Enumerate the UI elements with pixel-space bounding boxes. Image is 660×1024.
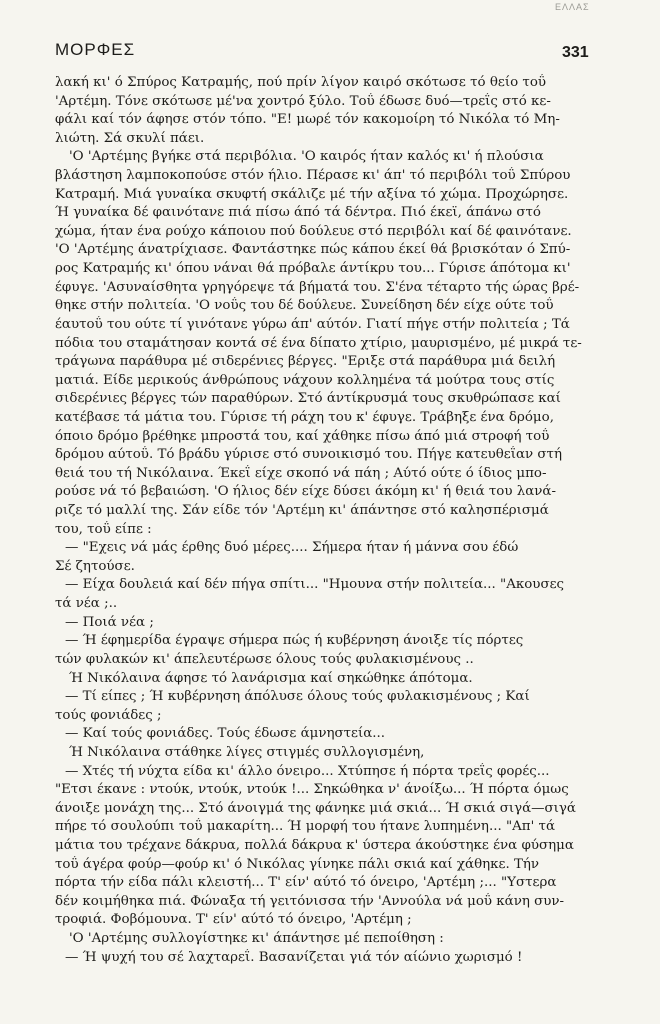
text-line: λακή κι' ό Σπύρος Κατραμής, πού πρίν λίγον καιρό σκότωσε τό θείο τοΰ [55,75,547,90]
text-line: ρούσε νά τό βεβαιώση. 'Ο ήλιος δέν είχε δύσει άκόμη κι' ή θειά του λανά- [55,484,556,500]
text-line: κατέβασε τά μάτια του. Γύρισε τή ράχη του κ' έφυγε. Τράβηξε ένα δρόμο, [55,409,554,425]
dialog-line: — Είχα δουλειά καί δέν πήγα σπίτι... "Ημουνα στήν πολιτεία... "Ακουσες [65,577,565,593]
text-line: χώμα, ήταν ένα ρούχο κάποιου πού δούλευε στό περιβόλι καί δέ φαινότανε. [55,223,572,239]
text-line: τροφιά. Φοβόμουνα. Τ' είν' αύτό τό όνειρο, 'Αρτέμη ; [55,912,412,928]
text-line: άνοιξε μονάχη της... Στό άνοιγμά της φάνηκε μιά σκιά... Ή σκιά σιγά—σιγά [55,800,576,816]
text-line: ριζε τό μαλλί της. Σάν είδε τόν 'Αρτέμη κι' άπάντησε στό καλησπέρισμά [55,503,549,519]
library-stamp: ΕΛΛΑΣ [555,2,590,12]
text-line: Κατραμή. Μιά γυναίκα σκυφτή σκάλιζε μέ τήν αξίνα τό χώμα. Προχώρησε. [55,186,569,202]
page-number: 331 [562,44,589,61]
text-line: θηκε στήν πολιτεία. 'Ο νοΰς του δέ δούλευε. Συνείδηση δέν είχε ούτε τοΰ [55,298,554,314]
paragraph-start: Ή Νικόλαινα άφησε τό λανάρισμα καί σηκώθηκε άπότομα. [69,670,473,686]
dialog-line: — Ποιά νέα ; [65,614,154,630]
text-line: "Ετσι έκανε : ντούκ, ντούκ, ντούκ !... Σηκώθηκα ν' άνοίξω... Ή πόρτα όμως [55,782,569,798]
text-line: λιώτη. Σά σκυλί πάει. [55,130,205,146]
text-line: έφυγε. 'Ασυναίσθητα γρηγόρεψε τά βήματά του. Σ'ένα τέταρτο τής ώρας βρέ- [55,279,580,295]
text-line: δέν κοιμήθηκα πιά. Φώναξα τή γειτόνισσα τήν 'Αννούλα νά μοΰ κάνη συν- [55,893,565,909]
text-line: πόρτα τήν είδα πάλι κλειστή... Τ' είν' αύτό τό όνειρο, 'Αρτέμη ;... "Υστερα [55,875,557,891]
text-line: πήρε τό σουλούπι τοΰ μακαρίτη... Ή μορφή του ήτανε λυπημένη... "Απ' τά [55,819,555,835]
text-line: 'Αρτέμη. Τόνε σκότωσε μέ'να χοντρό ξύλο. Τοΰ έδωσε δυό—τρεΐς στό κε- [55,93,551,109]
text-line: τράγωνα παράθυρα μέ σιδερένιες βέργες. "Εριξε στά παράθυρα μιά δειλή [55,354,556,370]
text-line: 'Ο 'Αρτέμης άνατρίχιασε. Φαντάστηκε πώς κάπου έκεί θά βρισκόταν ό Σπύ- [55,242,571,258]
dialog-line: — Ή έφημερίδα έγραψε σήμερα πώς ή κυβέρνηση άνοιξε τίς πόρτες [65,633,524,649]
dialog-line: — Χτές τή νύχτα είδα κι' άλλο όνειρο... Χτύπησε ή πόρτα τρεΐς φορές... [65,763,550,779]
text-line: τά νέα ;.. [55,596,118,612]
text-line: ρος Κατραμής κι' όπου νάναι θά πρόβαλε άντίκρυ του... Γύρισε άπότομα κι' [55,261,571,277]
dialog-line: — "Εχεις νά μάς έρθης δυό μέρες.... Σήμερα ήταν ή μάννα σου έδώ [65,540,519,556]
body-text [55,74,587,967]
text-line: φάλι καί τόν άφησε στόν τόπο. "Ε! μωρέ τόν κακομοίρη τό Νικόλα τό Μη- [55,112,560,128]
text-line: του, τοΰ είπε : [55,521,152,537]
text-line: πόδια του σταμάτησαν κοντά σέ ένα δίπατο χτίριο, μαυρισμένο, μέ μικρά τε- [55,335,582,351]
text-line: έαυτοΰ του ούτε τί γινότανε γύρω άπ' αύτόν. Γιατί πήγε στήν πολιτεία ; Τά [55,316,570,332]
paragraph-start: 'Ο 'Αρτέμης συλλογίστηκε κι' άπάντησε μέ πεποίθηση : [69,931,444,947]
running-title: ΜΟΡΦΕΣ [55,40,136,59]
text-line: Ή γυναίκα δέ φαινότανε πιά πίσω άπό τά δέντρα. Πιό έκεϊ, άπάνω στό [55,205,541,221]
text-line: θειά του τή Νικόλαινα. Έκεΐ είχε σκοπό νά πάη ; Αύτό ούτε ό ίδιος μπο- [55,465,547,481]
text-line: δρόμου αύτοΰ. Τό βράδυ γύρισε στό συνοικισμό του. Πήγε κατευθεΐαν στή [55,447,562,463]
dialog-line: — Τί είπες ; Ή κυβέρνηση άπόλυσε όλους τούς φυλακισμένους ; Καί [65,689,530,705]
text-line: τούς φονιάδες ; [55,707,162,723]
text-line: μάτια του τρέχανε δάκρυα, πολλά δάκρυα κ' ύστερα άκούστηκε ένα φύσημα [55,837,574,853]
text-line: βλάστηση λαμποκοπούσε στόν ήλιο. Πέρασε κι' άπ' τό περιβόλι τοΰ Σπύρου [55,168,571,184]
paragraph-start: 'Ο 'Αρτέμης βγήκε στά περιβόλια. 'Ο καιρός ήταν καλός κι' ή πλούσια [69,149,544,165]
text-line: σιδερένιες βέργες τών παραθύρων. Στό άντίκρυσμά τους σκυθρώπασε καί [55,391,561,407]
paragraph-start: Ή Νικόλαινα στάθηκε λίγες στιγμές συλλογισμένη, [69,744,425,760]
dialog-line: — Καί τούς φονιάδες. Τούς έδωσε άμνηστεία... [65,726,386,742]
dialog-line: — Ή ψυχή του σέ λαχταρεΐ. Βασανίζεται γιά τόν αίώνιο χωρισμό ! [65,949,523,965]
text-line: τοΰ άγέρα φούρ—φούρ κι' ό Νικόλας γίνηκε πάλι σκιά καί χάθηκε. Τήν [55,856,540,872]
text-line: όποιο δρόμο βρέθηκε μπροστά του, καί χάθηκε πίσω άπό μιά στροφή τοΰ [55,428,550,444]
text-line: Σέ ζητούσε. [55,558,135,574]
text-line: τών φυλακών κι' άπελευτέρωσε όλους τούς φυλακισμένους .. [55,651,474,667]
text-line: ματιά. Είδε μερικούς άνθρώπους νάχουν κολλημένα τά μούτρα τους στίς [55,372,555,388]
